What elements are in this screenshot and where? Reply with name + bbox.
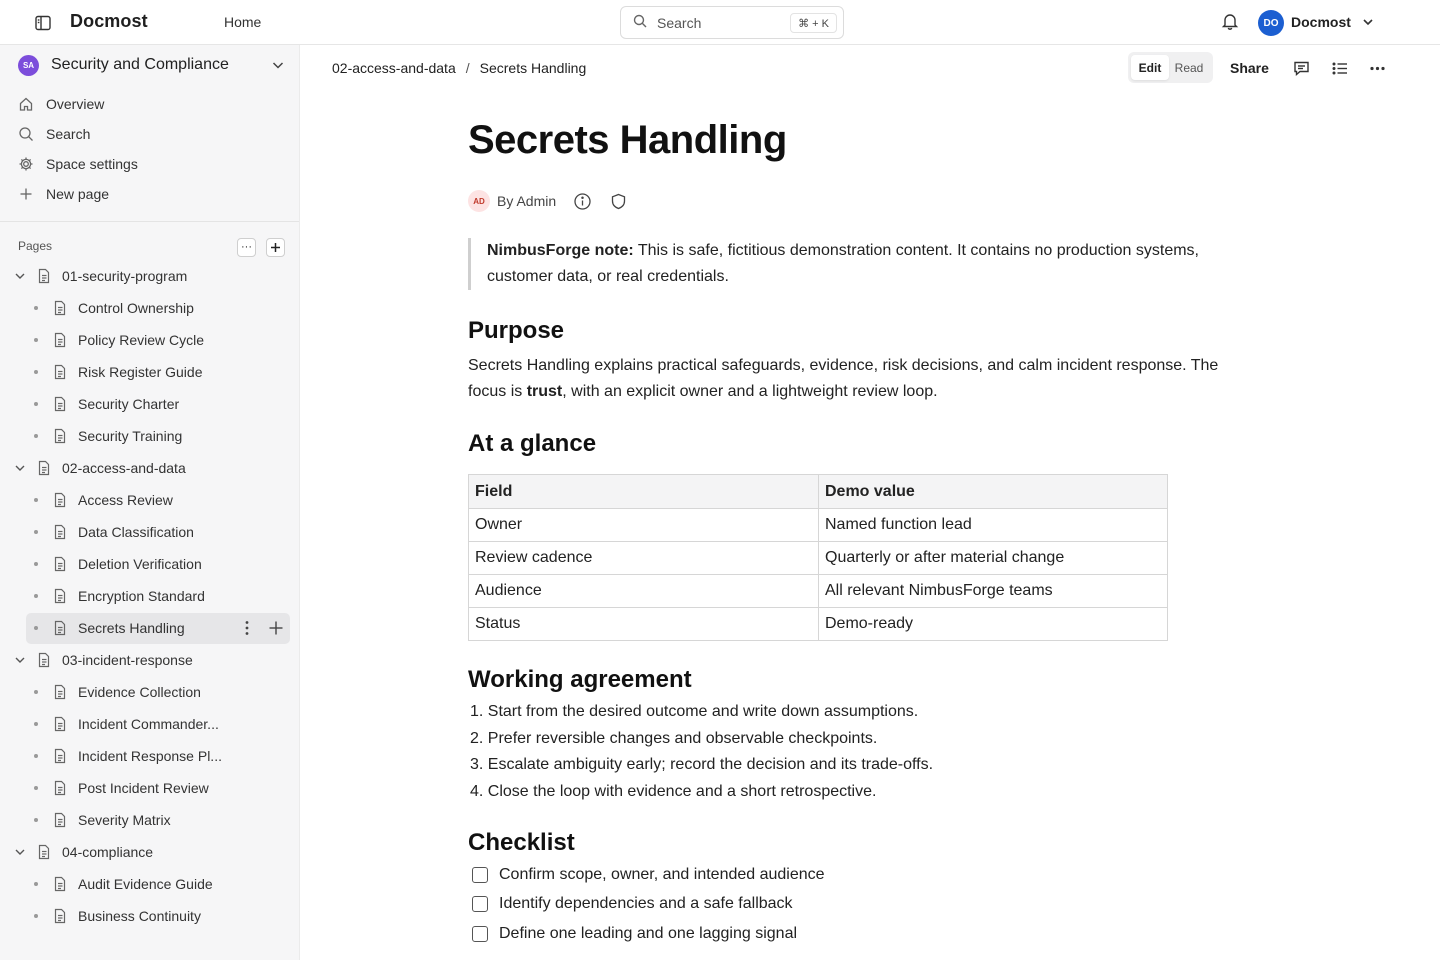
space-name: Security and Compliance bbox=[51, 56, 229, 73]
bell-icon[interactable] bbox=[1220, 11, 1242, 33]
author-avatar: AD bbox=[468, 190, 490, 212]
tree-page-item[interactable] bbox=[0, 484, 300, 516]
kebab-menu-icon[interactable] bbox=[240, 619, 254, 640]
bullet-dot bbox=[34, 402, 38, 406]
tree-item-label: 04-compliance bbox=[62, 844, 154, 860]
tree-page-item[interactable] bbox=[0, 868, 300, 900]
bullet-dot bbox=[34, 818, 38, 822]
tree-page-item[interactable] bbox=[0, 676, 300, 708]
tree-item-label: Encryption Standard bbox=[78, 588, 205, 604]
document-icon bbox=[37, 652, 51, 668]
chevron-down-icon[interactable] bbox=[13, 845, 27, 859]
agreement-list bbox=[468, 699, 933, 805]
tree-page-item[interactable] bbox=[0, 612, 300, 644]
document-icon bbox=[53, 780, 67, 796]
pages-label: Pages bbox=[18, 239, 53, 253]
search-icon bbox=[633, 14, 647, 31]
search-bar[interactable] bbox=[620, 6, 844, 39]
checklist-item bbox=[472, 890, 825, 920]
document-icon bbox=[53, 524, 67, 540]
bullet-dot bbox=[34, 498, 38, 502]
pages-more-button[interactable]: ··· bbox=[237, 238, 256, 257]
sidebar-item-new-page[interactable] bbox=[0, 179, 300, 209]
sidebar-item-overview[interactable] bbox=[0, 89, 300, 119]
tree-folder-item[interactable] bbox=[0, 260, 300, 292]
tree-folder-item[interactable] bbox=[0, 452, 300, 484]
purpose-text-end: , with an explicit owner and a lightweight review loop. bbox=[562, 383, 938, 400]
list-item[interactable]: 3. Escalate ambiguity early; record the decision and its trade-offs. bbox=[470, 756, 934, 773]
home-link[interactable]: Home bbox=[224, 14, 262, 30]
table-cell[interactable]: Named function lead bbox=[819, 509, 1168, 542]
tree-item-label: Secrets Handling bbox=[78, 620, 185, 636]
bullet-dot bbox=[34, 562, 38, 566]
tree-item-label: 02-access-and-data bbox=[62, 460, 186, 476]
sidebar-item-label: Overview bbox=[46, 96, 105, 112]
tree-page-item[interactable] bbox=[0, 324, 300, 356]
document-icon bbox=[53, 396, 67, 412]
tree-folder-item[interactable] bbox=[0, 644, 300, 676]
sidebar-item-label: New page bbox=[46, 186, 110, 202]
add-page-button[interactable] bbox=[266, 238, 285, 257]
table-of-contents-icon[interactable] bbox=[1331, 59, 1350, 78]
heading-working-agreement[interactable]: Working agreement bbox=[468, 666, 692, 693]
tree-item-label: Security Training bbox=[78, 428, 183, 444]
checkbox[interactable] bbox=[472, 867, 488, 883]
checklist-item bbox=[472, 919, 825, 949]
bullet-dot bbox=[34, 626, 38, 630]
user-name[interactable]: Docmost bbox=[1291, 14, 1351, 30]
sidebar-item-label: Space settings bbox=[46, 156, 138, 172]
document-icon bbox=[53, 300, 67, 316]
document-icon bbox=[53, 364, 67, 380]
sidebar-item-space-settings[interactable] bbox=[0, 149, 300, 179]
add-subpage-icon[interactable] bbox=[267, 619, 285, 640]
breadcrumb-item[interactable]: Secrets Handling bbox=[479, 60, 587, 76]
page-tree bbox=[0, 260, 300, 932]
comment-icon[interactable] bbox=[1292, 59, 1311, 78]
chevron-down-icon[interactable] bbox=[13, 653, 27, 667]
callout-text: This is safe, fictitious demonstration content. It contains no production systems, customer data, or real credentials. bbox=[487, 242, 1199, 285]
document-icon bbox=[53, 492, 67, 508]
space-switcher[interactable] bbox=[18, 54, 290, 76]
document-icon bbox=[53, 556, 67, 572]
tree-item-label: Incident Response Pl... bbox=[78, 748, 222, 764]
document-icon bbox=[53, 716, 67, 732]
glance-table[interactable] bbox=[468, 474, 1168, 641]
search-placeholder: Search bbox=[657, 14, 702, 31]
tree-page-item[interactable] bbox=[0, 516, 300, 548]
tree-page-item[interactable] bbox=[0, 772, 300, 804]
chevron-down-icon bbox=[270, 57, 286, 73]
sidebar-item-label: Search bbox=[46, 126, 91, 142]
tree-item-label: Severity Matrix bbox=[78, 812, 171, 828]
bullet-dot bbox=[34, 338, 38, 342]
table-cell[interactable]: Review cadence bbox=[469, 542, 819, 575]
tree-item-label: Incident Commander... bbox=[78, 716, 219, 732]
main-content bbox=[300, 45, 1440, 960]
table-cell[interactable]: Owner bbox=[469, 509, 819, 542]
table-cell[interactable]: Audience bbox=[469, 575, 819, 608]
info-icon[interactable] bbox=[573, 192, 592, 211]
space-avatar: SA bbox=[18, 55, 39, 76]
tree-item-label: Access Review bbox=[78, 492, 173, 508]
document-icon bbox=[53, 620, 67, 636]
callout-label: NimbusForge note: bbox=[487, 242, 634, 259]
breadcrumb bbox=[332, 60, 586, 76]
column-header[interactable]: Field bbox=[469, 475, 819, 509]
callout-note[interactable] bbox=[468, 238, 1238, 290]
user-avatar[interactable]: DO bbox=[1258, 10, 1284, 36]
tree-item-label: Control Ownership bbox=[78, 300, 194, 316]
bullet-dot bbox=[34, 306, 38, 310]
tree-item-label: 01-security-program bbox=[62, 268, 188, 284]
tree-item-label: Evidence Collection bbox=[78, 684, 201, 700]
document-icon bbox=[37, 460, 51, 476]
bullet-dot bbox=[34, 530, 38, 534]
page-byline bbox=[468, 189, 628, 213]
document-icon bbox=[53, 428, 67, 444]
table-cell[interactable]: Status bbox=[469, 608, 819, 641]
tree-page-item[interactable] bbox=[0, 804, 300, 836]
plus-icon bbox=[17, 186, 34, 203]
sidebar-toggle-icon[interactable] bbox=[32, 12, 54, 34]
search-icon bbox=[17, 126, 34, 143]
tree-page-item[interactable] bbox=[0, 292, 300, 324]
tree-page-item[interactable] bbox=[0, 420, 300, 452]
table-row bbox=[469, 608, 1168, 641]
more-options-icon[interactable] bbox=[1368, 59, 1387, 78]
table-cell[interactable]: Quarterly or after material change bbox=[819, 542, 1168, 575]
tree-item-label: Post Incident Review bbox=[78, 780, 209, 796]
bullet-dot bbox=[34, 434, 38, 438]
tree-page-item[interactable] bbox=[0, 740, 300, 772]
purpose-text: Secrets Handling explains practical safeguards, evidence, risk decisions, and calm incident response. The focus is bbox=[468, 357, 1219, 400]
bullet-dot bbox=[34, 786, 38, 790]
checklist-label[interactable]: Confirm scope, owner, and intended audience bbox=[499, 865, 825, 883]
tree-item-label: Data Classification bbox=[78, 524, 194, 540]
table-row bbox=[469, 575, 1168, 608]
table-cell[interactable]: All relevant NimbusForge teams bbox=[819, 575, 1168, 608]
sidebar-divider bbox=[0, 221, 300, 222]
edit-read-toggle bbox=[1128, 52, 1213, 83]
table-cell[interactable]: Demo-ready bbox=[819, 608, 1168, 641]
document-icon bbox=[37, 268, 51, 284]
search-shortcut-badge: ⌘ + K bbox=[790, 13, 837, 33]
document-icon bbox=[53, 332, 67, 348]
bullet-dot bbox=[34, 914, 38, 918]
bullet-dot bbox=[34, 754, 38, 758]
tree-page-item[interactable] bbox=[0, 548, 300, 580]
heading-checklist[interactable]: Checklist bbox=[468, 829, 575, 856]
edit-mode-button[interactable]: Edit bbox=[1131, 55, 1169, 80]
sidebar-nav bbox=[0, 89, 300, 209]
row-actions bbox=[240, 619, 285, 637]
bullet-dot bbox=[34, 690, 38, 694]
table-row bbox=[469, 542, 1168, 575]
document-icon bbox=[53, 684, 67, 700]
page-title[interactable]: Secrets Handling bbox=[468, 118, 787, 162]
document-icon bbox=[37, 844, 51, 860]
tree-page-item[interactable] bbox=[0, 580, 300, 612]
tree-item-label: Security Charter bbox=[78, 396, 180, 412]
bullet-dot bbox=[34, 882, 38, 886]
tree-item-label: Policy Review Cycle bbox=[78, 332, 205, 348]
bullet-dot bbox=[34, 722, 38, 726]
tree-page-item[interactable] bbox=[0, 388, 300, 420]
top-header bbox=[0, 0, 1440, 45]
tree-item-label: 03-incident-response bbox=[62, 652, 193, 668]
tree-folder-item[interactable] bbox=[0, 836, 300, 868]
heading-at-a-glance[interactable]: At a glance bbox=[468, 430, 597, 457]
document-icon bbox=[53, 876, 67, 892]
tree-item-label: Risk Register Guide bbox=[78, 364, 203, 380]
chevron-down-icon[interactable] bbox=[13, 269, 27, 283]
tree-page-item[interactable] bbox=[0, 708, 300, 740]
gear-icon bbox=[17, 156, 34, 173]
list-item[interactable]: 4. Close the loop with evidence and a short retrospective. bbox=[470, 782, 877, 800]
purpose-paragraph[interactable] bbox=[468, 353, 1248, 405]
shield-icon[interactable] bbox=[609, 192, 628, 211]
tree-item-label: Business Continuity bbox=[78, 908, 201, 924]
document-icon bbox=[53, 908, 67, 924]
document-icon bbox=[53, 588, 67, 604]
purpose-emphasis: trust bbox=[526, 383, 563, 400]
home-icon bbox=[17, 96, 34, 113]
share-button[interactable]: Share bbox=[1230, 60, 1269, 76]
bullet-dot bbox=[34, 370, 38, 374]
tree-page-item[interactable] bbox=[0, 900, 300, 932]
breadcrumb-separator: / bbox=[465, 60, 470, 76]
checklist-label[interactable]: Define one leading and one lagging signal bbox=[499, 924, 798, 942]
author-name: By Admin bbox=[497, 193, 557, 209]
sidebar-item-search[interactable] bbox=[0, 119, 300, 149]
list-item[interactable]: 1. Start from the desired outcome and write down assumptions. bbox=[470, 703, 919, 720]
breadcrumb-item[interactable]: 02-access-and-data bbox=[332, 60, 456, 76]
chevron-down-icon[interactable] bbox=[13, 461, 27, 475]
table-row bbox=[469, 509, 1168, 542]
heading-purpose[interactable]: Purpose bbox=[468, 317, 565, 344]
brand-logo-text[interactable]: Docmost bbox=[70, 11, 148, 31]
document-icon bbox=[53, 748, 67, 764]
pages-section-header bbox=[18, 238, 288, 258]
read-mode-button[interactable]: Read bbox=[1174, 60, 1204, 75]
table-header-row bbox=[469, 475, 1168, 509]
column-header[interactable]: Demo value bbox=[819, 475, 1168, 509]
document-icon bbox=[53, 812, 67, 828]
tree-page-item[interactable] bbox=[0, 356, 300, 388]
checkbox[interactable] bbox=[472, 896, 488, 912]
checklist-label[interactable]: Identify dependencies and a safe fallback bbox=[499, 895, 793, 913]
chevron-down-icon[interactable] bbox=[1360, 14, 1376, 30]
tree-item-label: Audit Evidence Guide bbox=[78, 876, 213, 892]
checklist bbox=[472, 860, 825, 949]
list-item[interactable]: 2. Prefer reversible changes and observable checkpoints. bbox=[470, 729, 878, 747]
checklist-item bbox=[472, 860, 825, 890]
tree-item-label: Deletion Verification bbox=[78, 556, 202, 572]
sidebar bbox=[0, 45, 300, 960]
bullet-dot bbox=[34, 594, 38, 598]
checkbox[interactable] bbox=[472, 926, 488, 942]
